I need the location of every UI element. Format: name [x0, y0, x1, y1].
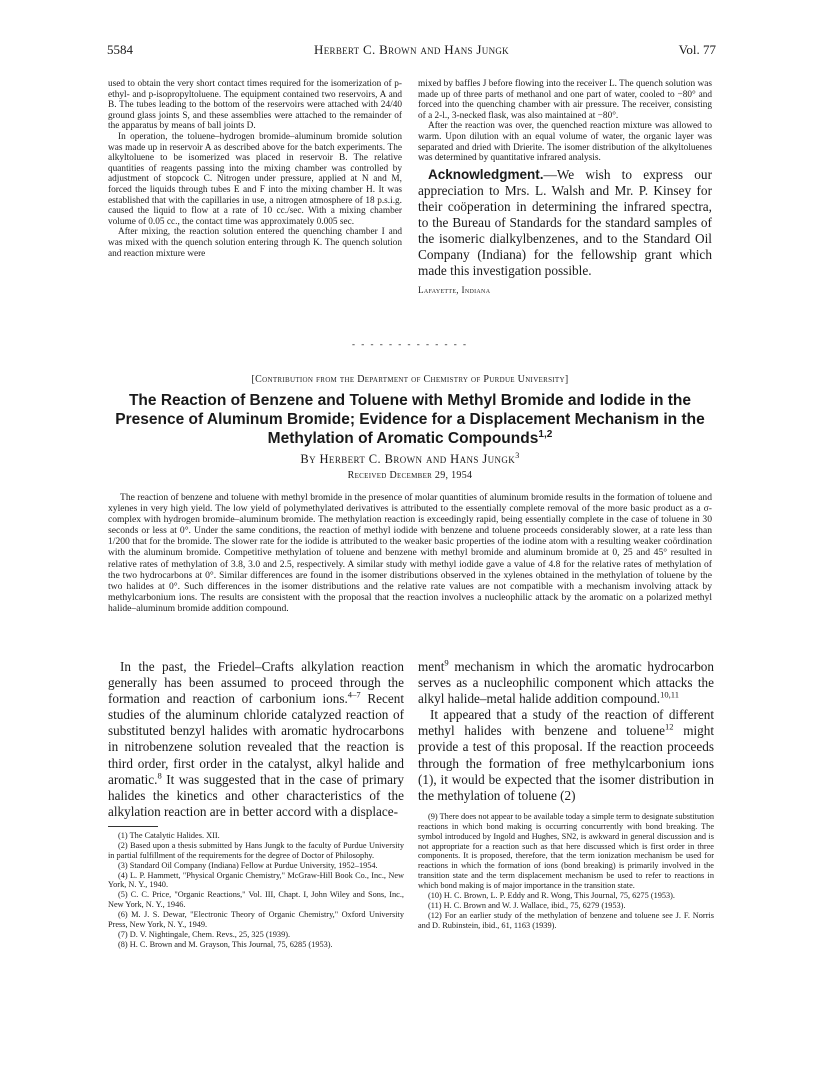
body-right-column — [418, 659, 714, 931]
acknowledgment — [418, 167, 712, 279]
body-paragraph — [418, 707, 714, 804]
footnote: (6) M. J. S. Dewar, "Electronic Theory of Organic Chemistry," Oxford University Press, New York, N. Y., 1949. — [108, 910, 404, 930]
prev-article-right-column — [418, 79, 712, 295]
citation-ref: 4–7 — [347, 689, 361, 700]
prev-paragraph: In operation, the toluene–hydrogen bromide–aluminum bromide solution was made up in reservoir A as described above for the batch experiments. The alkyltoluene to be isomerized was placed in reservoir B. The relative quantities of reagents passing into the mixing chamber was controlled by adjustment of stopcock C. Nitrogen under pressure, applied at N and M, forced the liquids through tubes E and F into the mixing chamber H. It was established that with the capillaries in use, a nitrogen atmosphere of 18 p.s.i.g. caused the liquid to flow at a rate of 10 cc./sec. With a mixing chamber volume of 0.05 cc., the contact time was approximately 0.005 sec. — [108, 131, 402, 227]
footnote-rule — [108, 826, 158, 827]
body-text: It was suggested that in the case of primary halides the kinetics and other characteristics of the alkylation reaction are in better accord with a displace- — [108, 771, 404, 819]
article-separator: - - - - - - - - - - - - - — [352, 339, 468, 349]
running-header — [107, 42, 716, 60]
citation-ref: 12 — [664, 721, 674, 732]
footnote: (11) H. C. Brown and W. J. Wallace, ibid., 75, 6279 (1953). — [428, 901, 626, 910]
footnote: (3) Standard Oil Company (Indiana) Fellow at Purdue University, 1952–1954. — [118, 860, 378, 870]
abstract: The reaction of benzene and toluene with methyl bromide in the presence of molar quantities of aluminum bromide results in the formation of toluene and xylenes in very high yield. The low yield of polymethylated derivatives is attributed to the essentially complete removal of the more basic product as a σ-complex with hydrogen bromide–aluminum bromide. The methylation reaction is exceedingly rapid, being essentially complete in the case of toluene in 30 seconds or less at 0°. Under the same conditions, the reaction of methyl iodide with benzene and toluene proceeds considerably slower, at a rate less than 1/200 that for the bromide. The slower rate for the iodide is attributed to the weaker basic properties of the iodine atom with a resulting weaker coördination with the aluminum bromide. Competitive methylation of toluene and benzene with methyl bromide and aluminum bromide at 0, 25 and 45° resulted in relative rates of methylation of 3.8, 3.0 and 2.5, respectively. A similar study with methyl iodide gave a value of 4.8 for the relative rates of methylation of the two hydrocarbons at 0°. Similar differences are found in the isomer distributions observed in the xylenes obtained in the methylation of toluene by the two halides at 0°. Such differences in the isomer distributions and the relative rate values are not compatible with a mechanism involving attack by methylcarbonium ions. The results are consistent with the proposal that the reaction involves a nucleophilic attack by the aromatic on a polarized methyl halide–aluminum bromide addition compound. — [108, 492, 712, 614]
body-paragraph — [108, 659, 404, 820]
volume-number: Vol. 77 — [678, 42, 716, 57]
byline-footnote-ref: 3 — [515, 450, 520, 460]
footnote: (10) H. C. Brown, L. P. Eddy and R. Wong, This Journal, 75, 6275 (1953). — [428, 891, 676, 901]
footnote: (9) There does not appear to be available today a simple term to designate substitution reactions in which bond making is occurring concurrently with bond breaking. The symbol introduced by Ingold and Hughes, SN2, is awkward in general discussion and is not appropriate for a reaction such as that here discussed which is first order in three components. It is proposed, therefore, that the term ionization mechanism be used for reactions in which the formation of ions (bond breaking) is primarily involved in the transition state and the term displacement mechanism be used to refer to reactions in which bond making is of major importance in the transition state. — [418, 811, 715, 891]
acknowledgment-heading: Acknowledgment. — [428, 166, 544, 182]
prev-paragraph: After the reaction was over, the quenched reaction mixture was allowed to warm. Upon dilution with an equal volume of water, the organic layer was separated and dried with Drierite. The isomer distribution of the alkyltoluenes was determined by quantitative infrared analysis. — [418, 121, 712, 164]
acknowledgment-text: —We wish to express our appreciation to Mrs. L. Walsh and Mr. P. Kinsey for their coöperation in determining the infrared spectra, to the Bureau of Standards for the standard samples of the isomeric dialkylbenzenes, and to the Standard Oil Company (Indiana) for the fellowship grant which made this investigation possible. — [418, 166, 712, 278]
footnote: (12) For an earlier study of the methylation of benzene and toluene see J. F. Norris and D. Rubinstein, ibid., 61, 1163 (1939). — [418, 910, 714, 930]
body-text: ment — [418, 659, 445, 674]
footnotes-left — [108, 831, 404, 950]
footnote: (4) L. P. Hammett, "Physical Organic Chemistry," McGraw-Hill Book Co., Inc., New York, N. Y., 1940. — [108, 870, 404, 890]
body-text: In the past, the Friedel–Crafts alkylation reaction generally has been assumed to proceed through the formation and reaction of carbonium ions. — [108, 659, 404, 707]
footnote: (5) C. C. Price, "Organic Reactions," Vol. III, Chapt. I, John Wiley and Sons, Inc., New York, N. Y., 1946. — [108, 890, 404, 910]
footnote: (2) Based upon a thesis submitted by Hans Jungk to the faculty of Purdue University in partial fulfillment of the requirements for the degree of Doctor of Philosophy. — [108, 840, 404, 860]
running-header-authors: Herbert C. Brown and Hans Jungk — [314, 42, 509, 57]
article-title-text: The Reaction of Benzene and Toluene with Methyl Bromide and Iodide in the Presence of Aluminum Bromide; Evidence for a Displacement Mechanism in the Methylation of Aromatic Compounds — [115, 392, 705, 447]
received-date: Received December 29, 1954 — [347, 470, 473, 481]
citation-ref: 10,11 — [660, 689, 680, 700]
contribution-line: [Contribution from the Department of Chemistry of Purdue University] — [251, 374, 569, 385]
article-title — [100, 391, 720, 448]
footnote: (8) H. C. Brown and M. Grayson, This Journal, 75, 6285 (1953). — [118, 939, 333, 949]
body-left-column — [108, 659, 404, 950]
citation-ref: 8 — [157, 770, 162, 781]
body-text: Recent studies of the aluminum chloride catalyzed reaction of substituted benzyl halides with aromatic hydrocarbons in nitrobenzene solution revealed that the reaction is third order, first order in the catalyst, alkyl halide and aromatic. — [108, 691, 404, 787]
author-location: Lafayette, Indiana — [418, 284, 491, 295]
prev-paragraph: After mixing, the reaction solution entered the quenching chamber I and was mixed with the quench solution entering through K. The quench solution and reaction mixture were — [108, 227, 402, 259]
body-text: It appeared that a study of the reaction of different methyl halides with benzene and toluene — [418, 707, 714, 739]
body-paragraph — [418, 659, 714, 707]
prev-paragraph: used to obtain the very short contact times required for the isomerization of p-ethyl- and p-isopropyltoluene. The equipment contained two reservoirs, A and B. The tubes leading to the bottom of the reservoirs were attached with 24/40 ground glass joints S, and these assemblies were attached to the remainder of the apparatus by means of ball joints D. — [108, 79, 402, 132]
byline-text: By Herbert C. Brown and Hans Jungk — [300, 452, 516, 466]
title-footnote-ref: 1,2 — [538, 428, 553, 440]
footnotes-right — [418, 812, 714, 931]
byline — [0, 452, 820, 467]
page-number: 5584 — [107, 42, 133, 57]
footnote: (1) The Catalytic Halides. XII. — [118, 830, 220, 840]
citation-ref: 9 — [444, 657, 449, 668]
prev-paragraph: mixed by baffles J before flowing into the receiver L. The quench solution was made up of three parts of methanol and one part of water, cooled to −80° and forced into the quenching chamber with air pressure. The receiver, consisting of a 2-l., 3-necked flask, was also maintained at −80°. — [418, 79, 712, 121]
body-text: mechanism in which the aromatic hydrocarbon serves as a nucleophilic component which attacks the alkyl halide–metal halide addition compound. — [418, 659, 714, 707]
prev-article-left-column — [108, 79, 402, 259]
body-text: might provide a test of this proposal. If the reaction proceeds through the formation of free methylcarbonium ions (1), it would be expected that the isomer distribution in the methylation of toluene (2) — [418, 723, 714, 803]
footnote: (7) D. V. Nightingale, Chem. Revs., 25, 325 (1939). — [118, 930, 291, 939]
